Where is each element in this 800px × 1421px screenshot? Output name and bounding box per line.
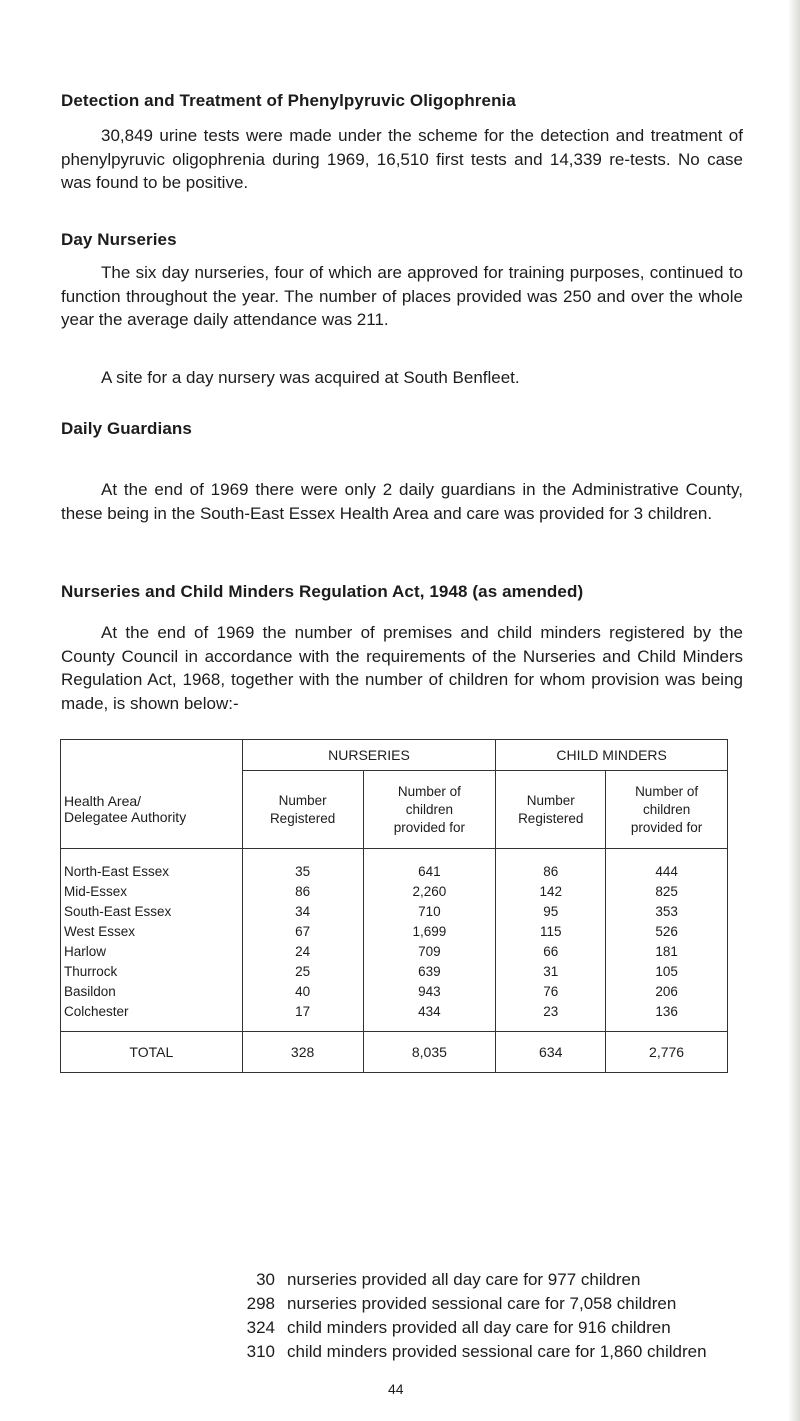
header-line: provided for bbox=[630, 819, 703, 835]
cell-value: 24 bbox=[242, 941, 363, 961]
table-row bbox=[61, 961, 728, 981]
summary-line bbox=[230, 1316, 707, 1340]
daily-guardians-paragraph: At the end of 1969 there were only 2 daily guardians in the Administrative County, these being in the South-East Essex Health Area and care was provided for 3 children. bbox=[61, 480, 743, 523]
cell-value: 115 bbox=[496, 921, 606, 941]
cell-value: 40 bbox=[242, 981, 363, 1001]
header-line: Registered bbox=[518, 810, 584, 826]
cell-total-value: 2,776 bbox=[606, 1032, 728, 1073]
summary-text: child minders provided sessional care for 1,860 children bbox=[287, 1342, 707, 1361]
header-line: Registered bbox=[269, 810, 336, 826]
header-nurseries: NURSERIES bbox=[242, 740, 496, 771]
table-row bbox=[61, 901, 728, 921]
summary-line bbox=[230, 1292, 707, 1316]
cell-total-value: 634 bbox=[496, 1032, 606, 1073]
cell-value: 35 bbox=[242, 849, 363, 882]
header-line: Number bbox=[278, 792, 327, 808]
cell-value: 444 bbox=[606, 849, 728, 882]
daily-guardians-heading: Daily Guardians bbox=[61, 419, 192, 438]
registration-table bbox=[60, 739, 728, 1073]
header-line: Number of bbox=[635, 783, 699, 799]
cell-value: 639 bbox=[363, 961, 496, 981]
summary-number: 310 bbox=[246, 1342, 275, 1361]
table-row bbox=[61, 941, 728, 961]
table-row bbox=[61, 921, 728, 941]
cell-value: 943 bbox=[363, 981, 496, 1001]
header-line: Number of bbox=[397, 783, 461, 799]
cell-value: 136 bbox=[606, 1001, 728, 1032]
cell-area: Mid-Essex bbox=[61, 881, 243, 901]
table-row bbox=[61, 981, 728, 1001]
header-child-minders: CHILD MINDERS bbox=[496, 740, 728, 771]
header-minders-children bbox=[606, 771, 728, 849]
header-health-area-line2: Delegatee Authority bbox=[64, 809, 187, 825]
summary-number: 30 bbox=[256, 1270, 275, 1289]
summary-list bbox=[230, 1268, 707, 1364]
page-edge-shadow bbox=[788, 0, 800, 1421]
cell-value: 825 bbox=[606, 881, 728, 901]
cell-value: 34 bbox=[242, 901, 363, 921]
summary-line bbox=[230, 1268, 707, 1292]
cell-value: 86 bbox=[242, 881, 363, 901]
regulation-act-heading: Nurseries and Child Minders Regulation Act, 1948 (as amended) bbox=[61, 582, 584, 601]
cell-value: 353 bbox=[606, 901, 728, 921]
cell-value: 25 bbox=[242, 961, 363, 981]
cell-area: West Essex bbox=[61, 921, 243, 941]
day-nurseries-heading: Day Nurseries bbox=[61, 230, 177, 249]
cell-value: 710 bbox=[363, 901, 496, 921]
regulation-act-paragraph: At the end of 1969 the number of premises and child minders registered by the County Council in accordance with the requirements of the Nurseries and Child Minders Regulation Act, 1968, together with the number of children for whom provision was being made, is shown below:- bbox=[61, 623, 743, 713]
cell-value: 181 bbox=[606, 941, 728, 961]
cell-value: 23 bbox=[496, 1001, 606, 1032]
day-nurseries-site-paragraph: A site for a day nursery was acquired at South Benfleet. bbox=[101, 368, 520, 387]
cell-value: 105 bbox=[606, 961, 728, 981]
cell-value: 142 bbox=[496, 881, 606, 901]
cell-value: 76 bbox=[496, 981, 606, 1001]
cell-area: Basildon bbox=[61, 981, 243, 1001]
cell-area: Harlow bbox=[61, 941, 243, 961]
summary-number: 298 bbox=[246, 1294, 275, 1313]
pku-paragraph: 30,849 urine tests were made under the scheme for the detection and treatment of phenylpyruvic oligophrenia during 1969, 16,510 first tests and 14,339 re-tests. No case was found to be positive. bbox=[61, 126, 743, 192]
cell-value: 641 bbox=[363, 849, 496, 882]
table-total-row bbox=[61, 1032, 728, 1073]
header-line: provided for bbox=[393, 819, 466, 835]
header-health-area bbox=[61, 740, 243, 849]
header-health-area-line1: Health Area/ bbox=[64, 793, 142, 809]
cell-value: 434 bbox=[363, 1001, 496, 1032]
header-nurseries-children bbox=[363, 771, 496, 849]
cell-value: 95 bbox=[496, 901, 606, 921]
cell-value: 709 bbox=[363, 941, 496, 961]
cell-value: 1,699 bbox=[363, 921, 496, 941]
pku-heading: Detection and Treatment of Phenylpyruvic Oligophrenia bbox=[61, 91, 516, 110]
cell-value: 31 bbox=[496, 961, 606, 981]
page-number: 44 bbox=[388, 1381, 404, 1397]
cell-value: 86 bbox=[496, 849, 606, 882]
header-nurseries-registered bbox=[242, 771, 363, 849]
cell-area: South-East Essex bbox=[61, 901, 243, 921]
header-minders-registered bbox=[496, 771, 606, 849]
header-line: children bbox=[642, 801, 691, 817]
cell-value: 526 bbox=[606, 921, 728, 941]
cell-value: 66 bbox=[496, 941, 606, 961]
summary-text: nurseries provided sessional care for 7,058 children bbox=[287, 1294, 677, 1313]
table-row bbox=[61, 1001, 728, 1032]
cell-value: 2,260 bbox=[363, 881, 496, 901]
summary-number: 324 bbox=[246, 1318, 275, 1337]
cell-value: 17 bbox=[242, 1001, 363, 1032]
cell-total-value: 8,035 bbox=[363, 1032, 496, 1073]
cell-total-value: 328 bbox=[242, 1032, 363, 1073]
cell-value: 206 bbox=[606, 981, 728, 1001]
cell-total-label: TOTAL bbox=[61, 1032, 243, 1073]
header-line: Number bbox=[526, 792, 575, 808]
cell-value: 67 bbox=[242, 921, 363, 941]
table-group-header-row bbox=[61, 740, 728, 771]
table-row bbox=[61, 849, 728, 882]
summary-text: nurseries provided all day care for 977 children bbox=[287, 1270, 641, 1289]
header-line: children bbox=[405, 801, 454, 817]
table-row bbox=[61, 881, 728, 901]
summary-line bbox=[230, 1340, 707, 1364]
cell-area: Colchester bbox=[61, 1001, 243, 1032]
summary-text: child minders provided all day care for 916 children bbox=[287, 1318, 671, 1337]
day-nurseries-paragraph: The six day nurseries, four of which are approved for training purposes, continued to function throughout the year. The number of places provided was 250 and over the whole year the average daily attendance was 211. bbox=[61, 263, 743, 329]
cell-area: North-East Essex bbox=[61, 849, 243, 882]
cell-area: Thurrock bbox=[61, 961, 243, 981]
